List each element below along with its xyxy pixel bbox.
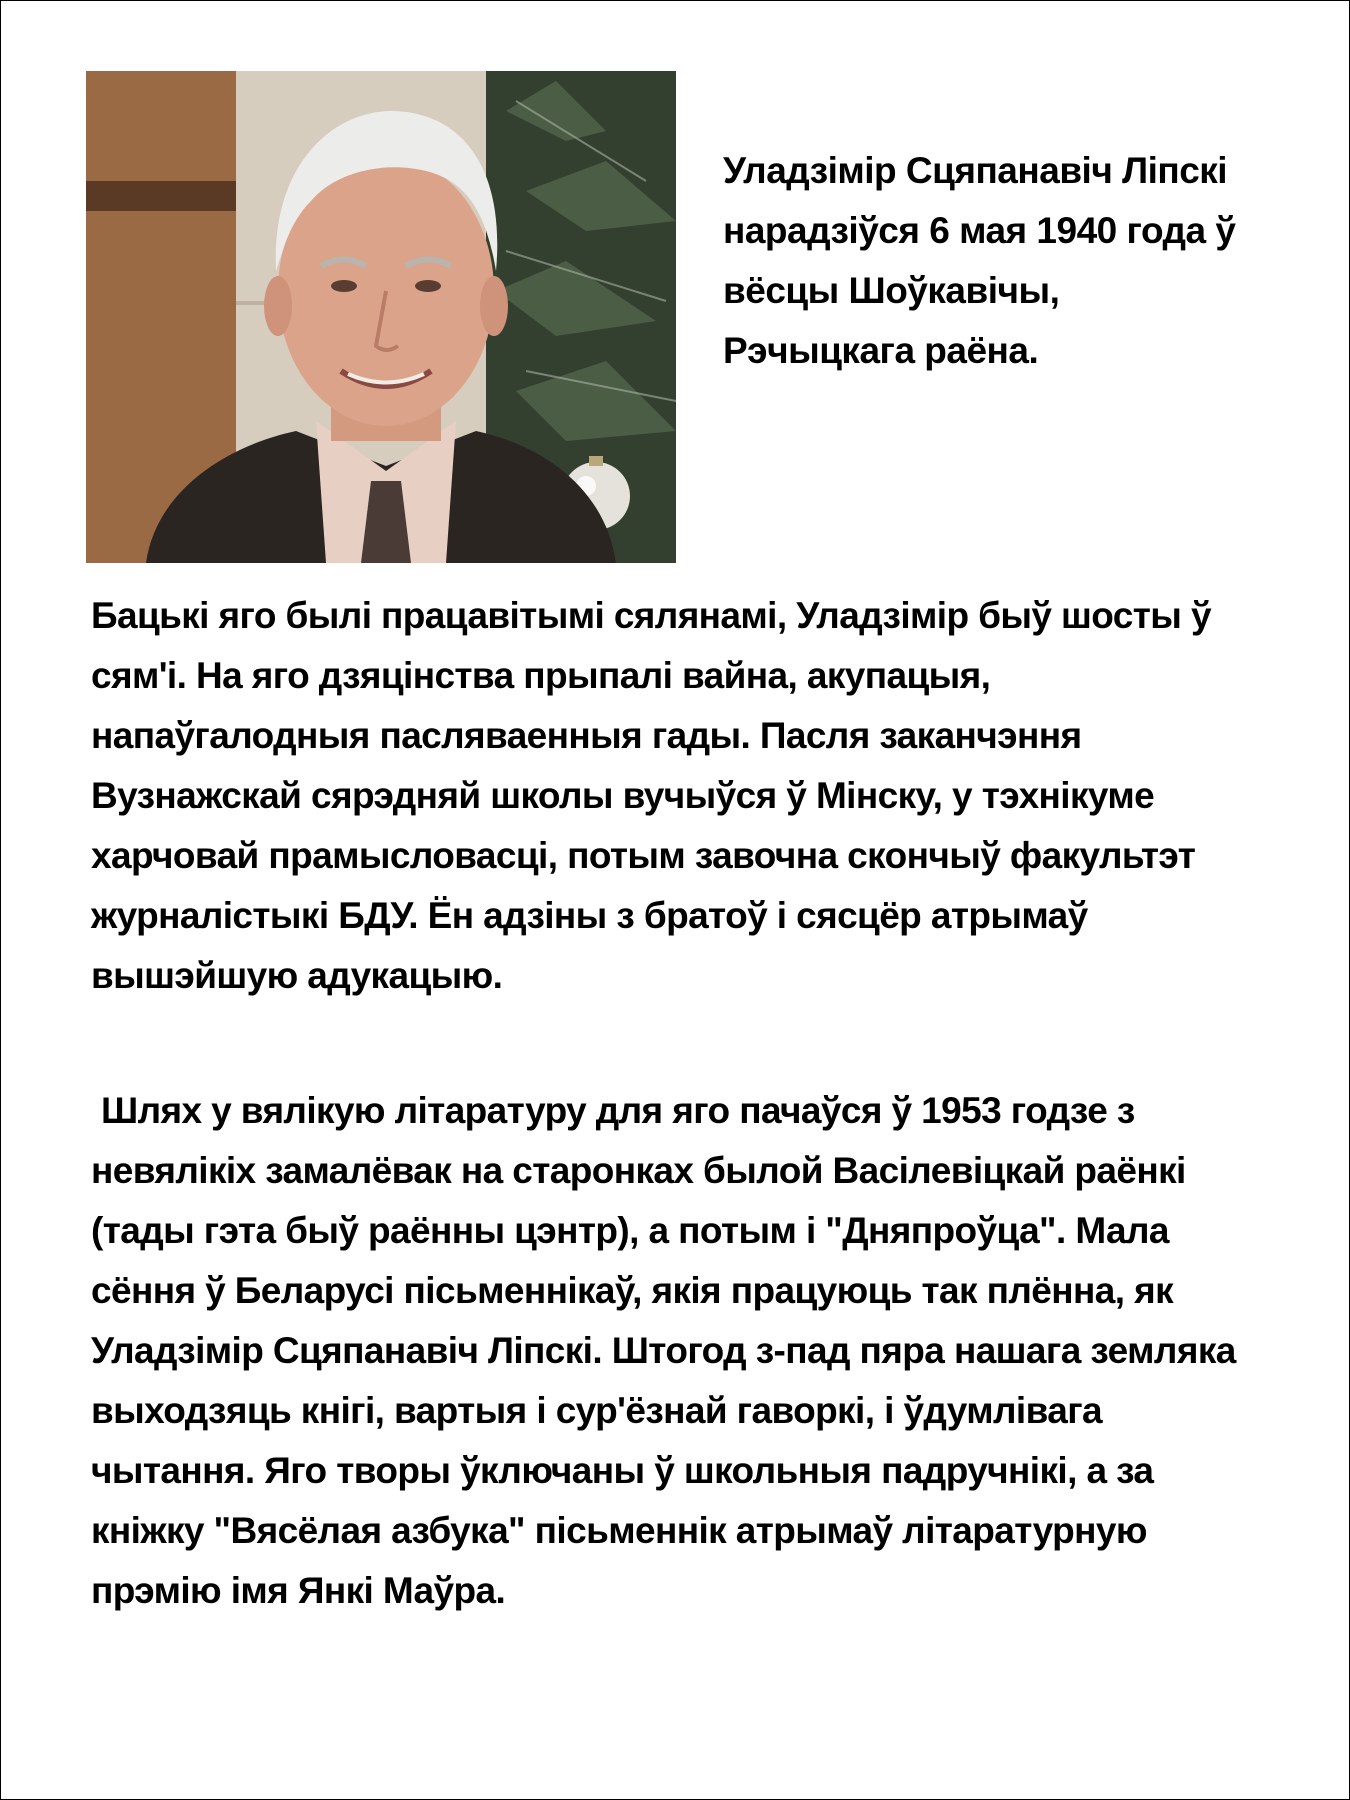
portrait-photo xyxy=(86,71,676,563)
intro-text: Уладзімір Сцяпанавіч Ліпскі нарадзіўся 6 мая 1940 года ў вёсцы Шоўкавічы, Рэчыцкага раёна. xyxy=(723,150,1236,371)
biography-paragraph-1: Бацькі яго былі працавітымі сялянамі, Уладзімір быў шосты ў сям'і. На яго дзяцінства прыпалі вайна, акупацыя, напаўгалодныя пасляваенныя гады. Пасля заканчэння Вузнажскай сярэдняй школы вучыўся ў Мінску, у тэхнікуме харчовай прамысловасці, потым завочна скончыў факультэт журналістыкі БДУ. Ён адзіны з братоў і сясцёр атрымаў вышэйшую адукацыю. xyxy=(91,595,1211,996)
portrait-illustration xyxy=(86,71,676,563)
biography-paragraph-2: Шлях у вялікую літаратуру для яго пачаўся ў 1953 годзе з невялікіх замалёвак на старонках былой Васілевіцкай раёнкі (тады гэта быў раённы цэнтр), а потым і "Дняпроўца". Мала сёння ў Беларусі пісьменнікаў, якія працуюць так плённа, як Уладзімір Сцяпанавіч Ліпскі. Штогод з-пад пяра нашага земляка выходзяць кнігі, вартыя і сур'ёзнай гаворкі, і ўдумлівага чытання. Яго творы ўключаны ў школьныя падручнікі, а за кніжку "Вясёлая азбука" пісьменнік атрымаў літаратурную прэмію імя Янкі Маўра. xyxy=(91,1090,1236,1611)
